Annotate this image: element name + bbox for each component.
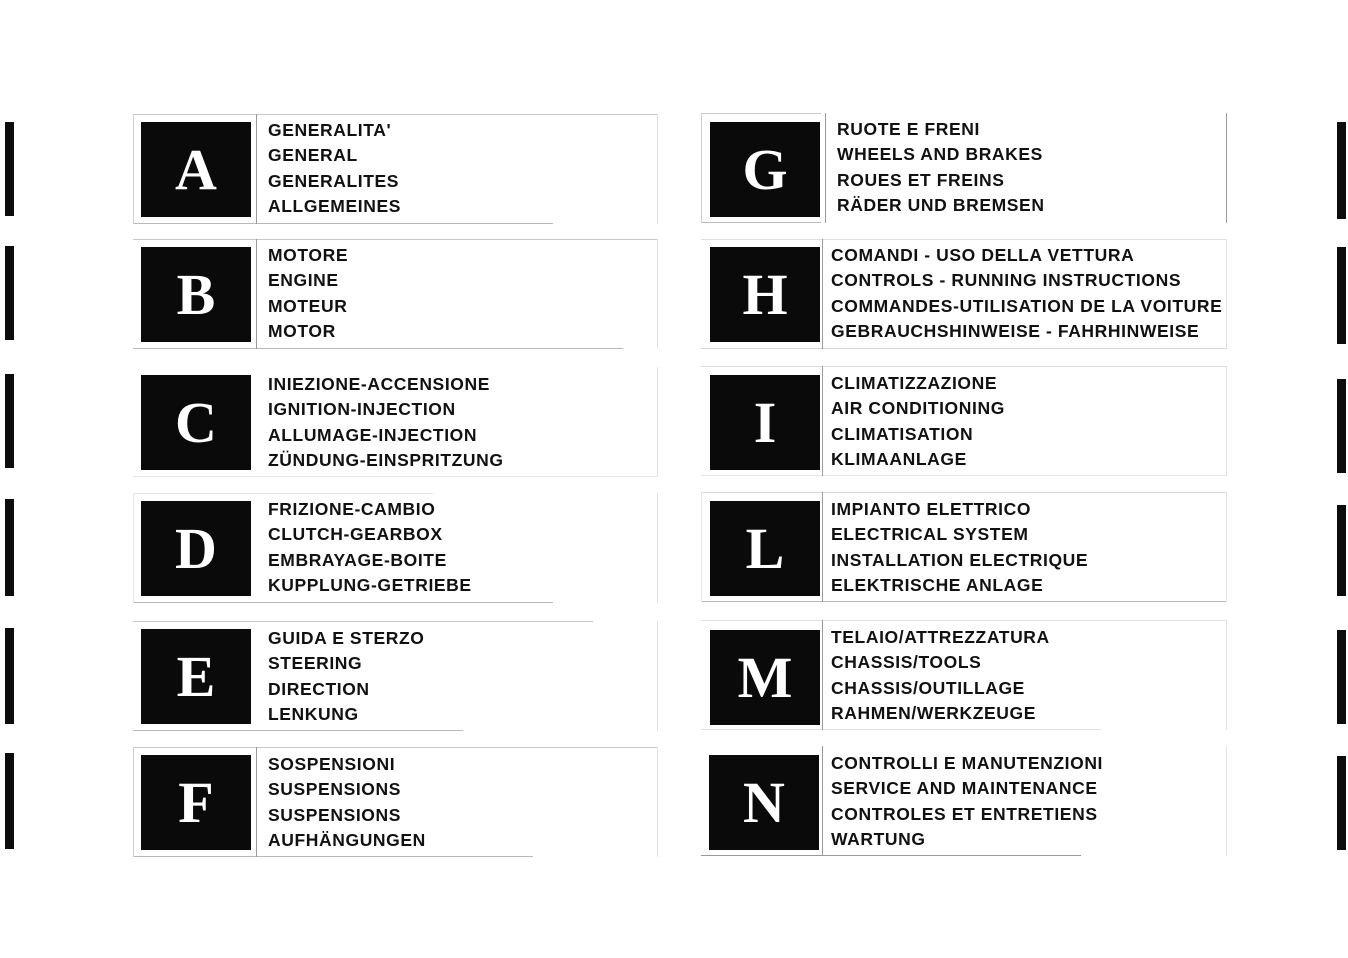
title-english: ELECTRICAL SYSTEM	[831, 524, 1029, 545]
section-letter-tab	[141, 247, 251, 342]
title-french: CHASSIS/OUTILLAGE	[831, 677, 1025, 698]
section-titles	[837, 117, 1045, 218]
title-german: ZÜNDUNG-EINSPRITZUNG	[268, 449, 504, 470]
title-italian: INIEZIONE-ACCENSIONE	[268, 374, 491, 394]
section-letter: E	[176, 643, 216, 709]
edge-marker-right-5	[1337, 630, 1346, 724]
edge-marker-right-4	[1337, 505, 1346, 596]
section-titles	[831, 243, 1222, 344]
section-letter-tab	[709, 755, 819, 850]
title-french: CLIMATISATION	[831, 423, 974, 444]
title-english: IGNITION-INJECTION	[268, 399, 456, 420]
edge-marker-left-2	[5, 246, 14, 340]
title-english: SUSPENSIONS	[268, 779, 402, 800]
title-italian: CONTROLLI E MANUTENZIONI	[831, 753, 1104, 773]
title-italian: IMPIANTO ELETTRICO	[831, 499, 1032, 519]
section-entry-i[interactable]	[701, 366, 1227, 476]
title-english: SERVICE AND MAINTENANCE	[831, 778, 1098, 799]
edge-marker-left-4	[5, 499, 14, 596]
title-english: CONTROLS - RUNNING INSTRUCTIONS	[831, 270, 1182, 291]
section-titles	[268, 497, 472, 598]
section-entry-g[interactable]	[701, 113, 1227, 223]
edge-marker-right-2	[1337, 247, 1346, 344]
title-french: ROUES ET FREINS	[837, 169, 1005, 190]
section-titles	[268, 118, 401, 219]
section-titles	[831, 497, 1088, 598]
title-english: AIR CONDITIONING	[831, 398, 1005, 419]
section-letter-tab	[710, 501, 820, 596]
section-titles	[268, 752, 426, 853]
edge-marker-right-3	[1337, 379, 1346, 473]
title-italian: TELAIO/ATTREZZATURA	[831, 627, 1050, 647]
title-french: INSTALLATION ELECTRIQUE	[831, 549, 1089, 570]
title-german: RAHMEN/WERKZEUGE	[831, 702, 1037, 723]
section-letter-tab	[141, 629, 251, 724]
title-german: AUFHÄNGUNGEN	[268, 829, 426, 850]
title-german: GEBRAUCHSHINWEISE - FAHRHINWEISE	[831, 320, 1200, 341]
section-letter: L	[745, 515, 785, 581]
edge-marker-right-6	[1337, 756, 1346, 850]
title-italian: FRIZIONE-CAMBIO	[268, 499, 436, 519]
section-letter: M	[737, 644, 793, 710]
title-german: LENKUNG	[268, 703, 359, 724]
section-titles	[831, 751, 1103, 852]
title-french: SUSPENSIONS	[268, 804, 402, 825]
edge-marker-left-3	[5, 374, 14, 468]
title-french: CONTROLES ET ENTRETIENS	[831, 803, 1098, 824]
section-entry-e[interactable]	[133, 621, 658, 731]
title-english: CLUTCH-GEARBOX	[268, 524, 443, 545]
edge-marker-left-5	[5, 628, 14, 724]
title-italian: RUOTE E FRENI	[837, 119, 980, 139]
section-titles	[268, 372, 504, 473]
section-letter-tab	[141, 501, 251, 596]
section-entry-m[interactable]	[701, 620, 1227, 730]
section-letter: I	[753, 389, 777, 455]
title-german: MOTOR	[268, 320, 336, 341]
title-italian: COMANDI - USO DELLA VETTURA	[831, 245, 1135, 265]
title-english: GENERAL	[268, 145, 358, 166]
title-german: WARTUNG	[831, 828, 926, 849]
section-letter-tab	[710, 122, 820, 217]
section-entry-n[interactable]	[701, 746, 1227, 856]
title-italian: CLIMATIZZAZIONE	[831, 373, 998, 393]
title-english: CHASSIS/TOOLS	[831, 652, 982, 673]
section-entry-h[interactable]	[701, 239, 1227, 349]
section-titles	[831, 371, 1005, 472]
section-letter: A	[175, 136, 217, 202]
title-german: KUPPLUNG-GETRIEBE	[268, 574, 472, 595]
section-letter: C	[175, 389, 217, 455]
title-italian: MOTORE	[268, 245, 349, 265]
title-french: DIRECTION	[268, 678, 370, 699]
section-letter-tab	[710, 375, 820, 470]
title-german: KLIMAANLAGE	[831, 448, 967, 469]
section-entry-c[interactable]	[133, 367, 658, 477]
edge-marker-left-1	[5, 122, 14, 216]
edge-marker-left-6	[5, 753, 14, 849]
section-letter: D	[175, 515, 217, 581]
section-letter-tab	[141, 755, 251, 850]
section-titles	[831, 625, 1050, 726]
title-french: MOTEUR	[268, 295, 348, 316]
section-entry-l[interactable]	[701, 492, 1227, 602]
section-letter-tab	[141, 122, 251, 217]
section-letter-tab	[141, 375, 251, 470]
section-entry-f[interactable]	[133, 747, 658, 857]
title-english: STEERING	[268, 653, 363, 674]
section-letter: N	[743, 769, 785, 835]
title-german: RÄDER UND BREMSEN	[837, 194, 1045, 215]
section-entry-b[interactable]	[133, 239, 658, 349]
section-letter: G	[742, 136, 788, 202]
title-italian: GENERALITA'	[268, 120, 392, 140]
title-italian: GUIDA E STERZO	[268, 628, 425, 648]
title-german: ALLGEMEINES	[268, 195, 401, 216]
title-english: ENGINE	[268, 270, 339, 291]
section-entry-d[interactable]	[133, 493, 658, 603]
title-german: ELEKTRISCHE ANLAGE	[831, 574, 1044, 595]
title-french: GENERALITES	[268, 170, 400, 191]
section-titles	[268, 626, 425, 727]
section-entry-a[interactable]	[133, 114, 658, 224]
section-letter: F	[178, 769, 214, 835]
section-letter-tab	[710, 247, 820, 342]
title-french: COMMANDES-UTILISATION DE LA VOITURE	[831, 295, 1223, 316]
section-letter-tab	[710, 630, 820, 725]
section-letter: B	[176, 261, 216, 327]
edge-marker-right-1	[1337, 122, 1346, 219]
section-letter: H	[742, 261, 788, 327]
title-italian: SOSPENSIONI	[268, 754, 396, 774]
title-english: WHEELS AND BRAKES	[837, 144, 1043, 165]
section-titles	[268, 243, 348, 344]
title-french: ALLUMAGE-INJECTION	[268, 424, 478, 445]
title-french: EMBRAYAGE-BOITE	[268, 549, 447, 570]
